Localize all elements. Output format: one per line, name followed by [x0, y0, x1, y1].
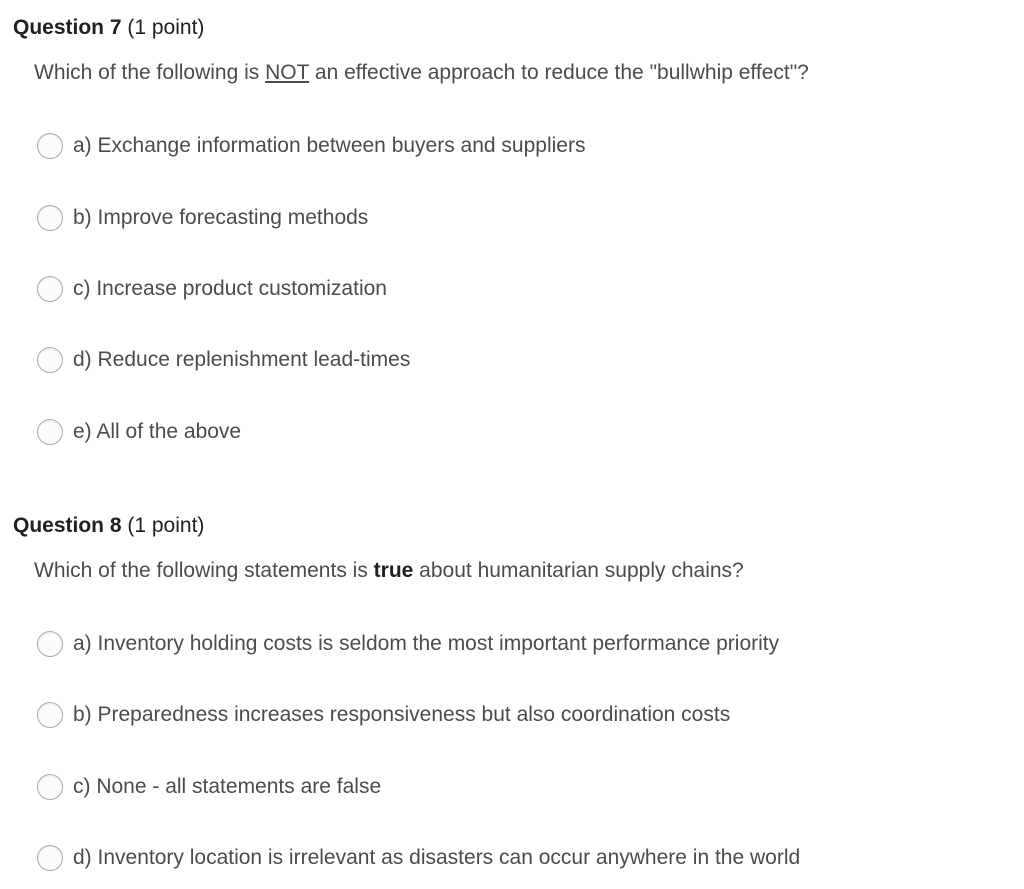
option-label: b) Improve forecasting methods [73, 206, 369, 229]
option-label: a) Exchange information between buyers and suppliers [73, 134, 586, 157]
prompt-text: Which of the following is [34, 61, 266, 84]
question-title: Question 7 [13, 16, 122, 39]
option-label: d) Reduce replenishment lead-times [73, 348, 411, 371]
question-heading [13, 14, 204, 42]
question-points: (1 point) [127, 16, 205, 39]
radio-button[interactable] [37, 845, 63, 871]
answer-option-e[interactable] [37, 417, 241, 447]
answer-option-a[interactable] [37, 629, 779, 659]
question-prompt [34, 557, 744, 585]
option-label: d) Inventory location is irrelevant as disasters can occur anywhere in the world [73, 846, 801, 869]
radio-button[interactable] [37, 347, 63, 373]
answer-option-d[interactable] [37, 345, 410, 375]
radio-button[interactable] [37, 631, 63, 657]
radio-button[interactable] [37, 205, 63, 231]
radio-button[interactable] [37, 133, 63, 159]
answer-option-b[interactable] [37, 203, 368, 233]
radio-button[interactable] [37, 276, 63, 302]
answer-option-c[interactable] [37, 274, 387, 304]
prompt-emphasis: true [373, 559, 414, 582]
question-heading [13, 512, 204, 540]
radio-button[interactable] [37, 419, 63, 445]
question-title: Question 8 [13, 514, 122, 537]
option-label: c) Increase product customization [73, 277, 387, 300]
prompt-text: about humanitarian supply chains? [413, 559, 744, 582]
option-label: b) Preparedness increases responsiveness but also coordination costs [73, 703, 731, 726]
prompt-emphasis: NOT [265, 61, 310, 84]
radio-button[interactable] [37, 702, 63, 728]
prompt-text: Which of the following statements is [34, 559, 374, 582]
radio-button[interactable] [37, 774, 63, 800]
answer-option-b[interactable] [37, 700, 730, 730]
question-prompt [34, 59, 809, 87]
answer-option-a[interactable] [37, 131, 585, 161]
option-label: c) None - all statements are false [73, 775, 382, 798]
answer-option-c[interactable] [37, 772, 381, 802]
prompt-text: an effective approach to reduce the "bullwhip effect"? [309, 61, 809, 84]
option-label: e) All of the above [73, 420, 242, 443]
answer-option-d[interactable] [37, 843, 800, 873]
option-label: a) Inventory holding costs is seldom the most important performance priority [73, 632, 780, 655]
question-points: (1 point) [127, 514, 205, 537]
